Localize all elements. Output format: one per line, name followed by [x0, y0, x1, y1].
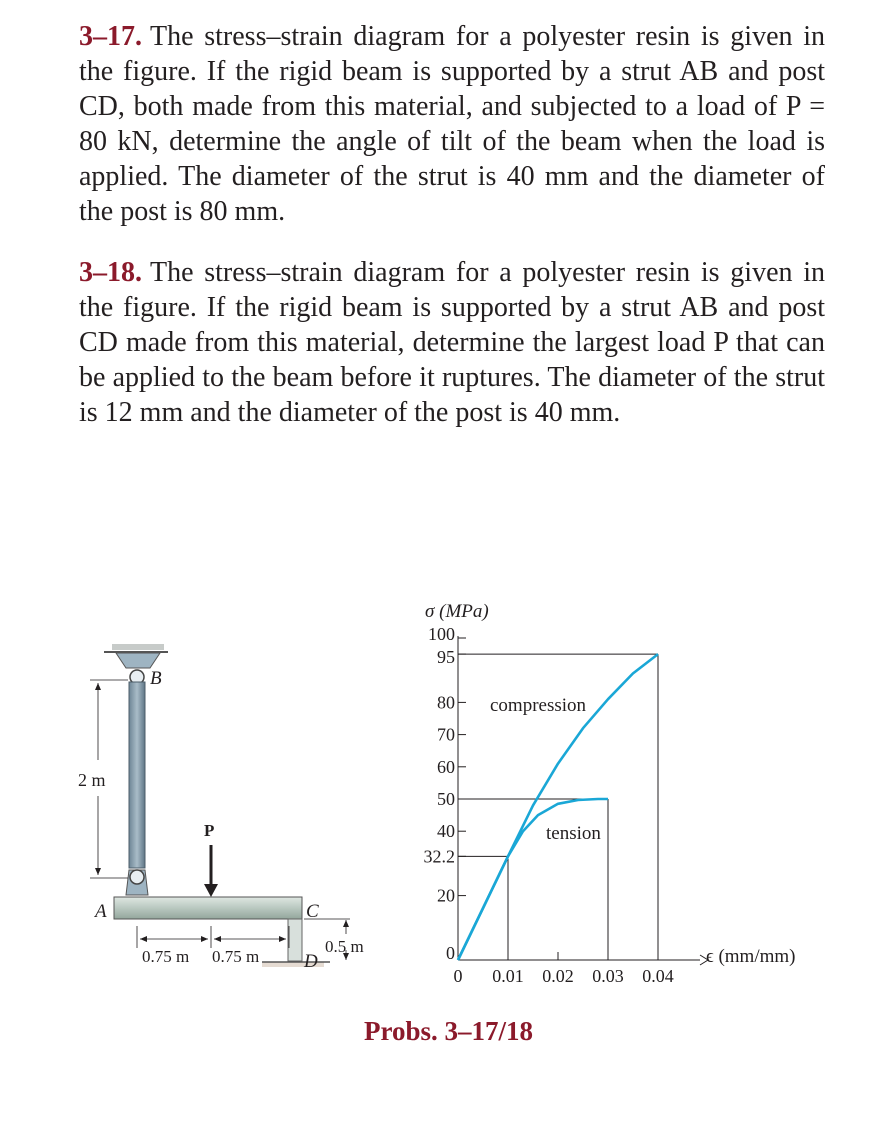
span1-label: 0.75 m — [142, 947, 190, 966]
problem-3-17-body — [79, 19, 825, 229]
pin-a-icon — [130, 870, 144, 884]
figure-caption: Probs. 3–17/18 — [363, 1016, 533, 1046]
y-tick-label: 70 — [437, 724, 455, 745]
problem-3-18 — [79, 255, 825, 430]
y-tick-label: 95 — [437, 647, 455, 668]
strut-ab — [129, 682, 145, 868]
problem-number: 3–18. — [79, 257, 142, 288]
load-arrowhead-icon — [204, 884, 218, 897]
y-tick-label: 32.2 — [423, 846, 455, 867]
x-tick-label: 0.04 — [642, 966, 674, 986]
series-label-compression: compression — [490, 695, 587, 716]
x-axis-label: ϵ (mm/mm) — [706, 946, 796, 967]
problem-3-18-body — [79, 255, 825, 430]
post-label: 0.5 m — [325, 937, 364, 956]
ceiling-hatch — [112, 644, 164, 650]
problem-3-17 — [79, 19, 825, 229]
label-b: B — [150, 668, 162, 689]
figure — [0, 590, 883, 1010]
y-tick-label: 20 — [437, 885, 455, 906]
top-bracket — [116, 653, 160, 668]
post-cd — [288, 919, 302, 961]
load-label: P — [204, 821, 215, 840]
problem-number: 3–17. — [79, 21, 142, 52]
x-tick-label: 0.02 — [542, 966, 574, 986]
y-tick-label: 0 — [446, 943, 455, 963]
x-tick-label: 0.01 — [492, 966, 524, 986]
y-tick-label: 100 — [428, 624, 455, 644]
x-tick-label: 0 — [453, 966, 463, 986]
y-tick-label: 50 — [437, 789, 455, 809]
label-c: C — [306, 901, 319, 922]
y-axis-label: σ (MPa) — [425, 601, 489, 622]
span2-label: 0.75 m — [212, 947, 260, 966]
height-label: 2 m — [78, 770, 106, 790]
y-tick-label: 40 — [437, 821, 455, 842]
y-tick-label: 60 — [437, 756, 455, 777]
problem-text: The stress–strain diagram for a polyester resin is given in the figure. If the rigid beam is supported by a strut AB and post CD made from this material, determine the largest load P that can be applied to the beam before it ruptures. The diameter of the strut is 12 mm and the diameter of the post is 40 mm. — [79, 257, 825, 428]
label-a: A — [95, 901, 107, 922]
y-tick-label: 80 — [437, 692, 455, 713]
problem-text: The stress–strain diagram for a polyester resin is given in the figure. If the rigid beam is supported by a strut AB and post CD, both made from this material, and subjected to a load of P = 80 kN, determine the angle of tilt of the beam when the load is applied. The diameter of the strut is 40 mm and the diameter of the post is 80 mm. — [79, 21, 825, 227]
series-label-tension: tension — [546, 823, 601, 844]
label-d: D — [304, 951, 318, 972]
rigid-beam — [114, 897, 302, 919]
x-tick-label: 0.03 — [592, 966, 624, 986]
beam-structure — [78, 644, 364, 972]
stress-strain-chart — [424, 601, 796, 986]
